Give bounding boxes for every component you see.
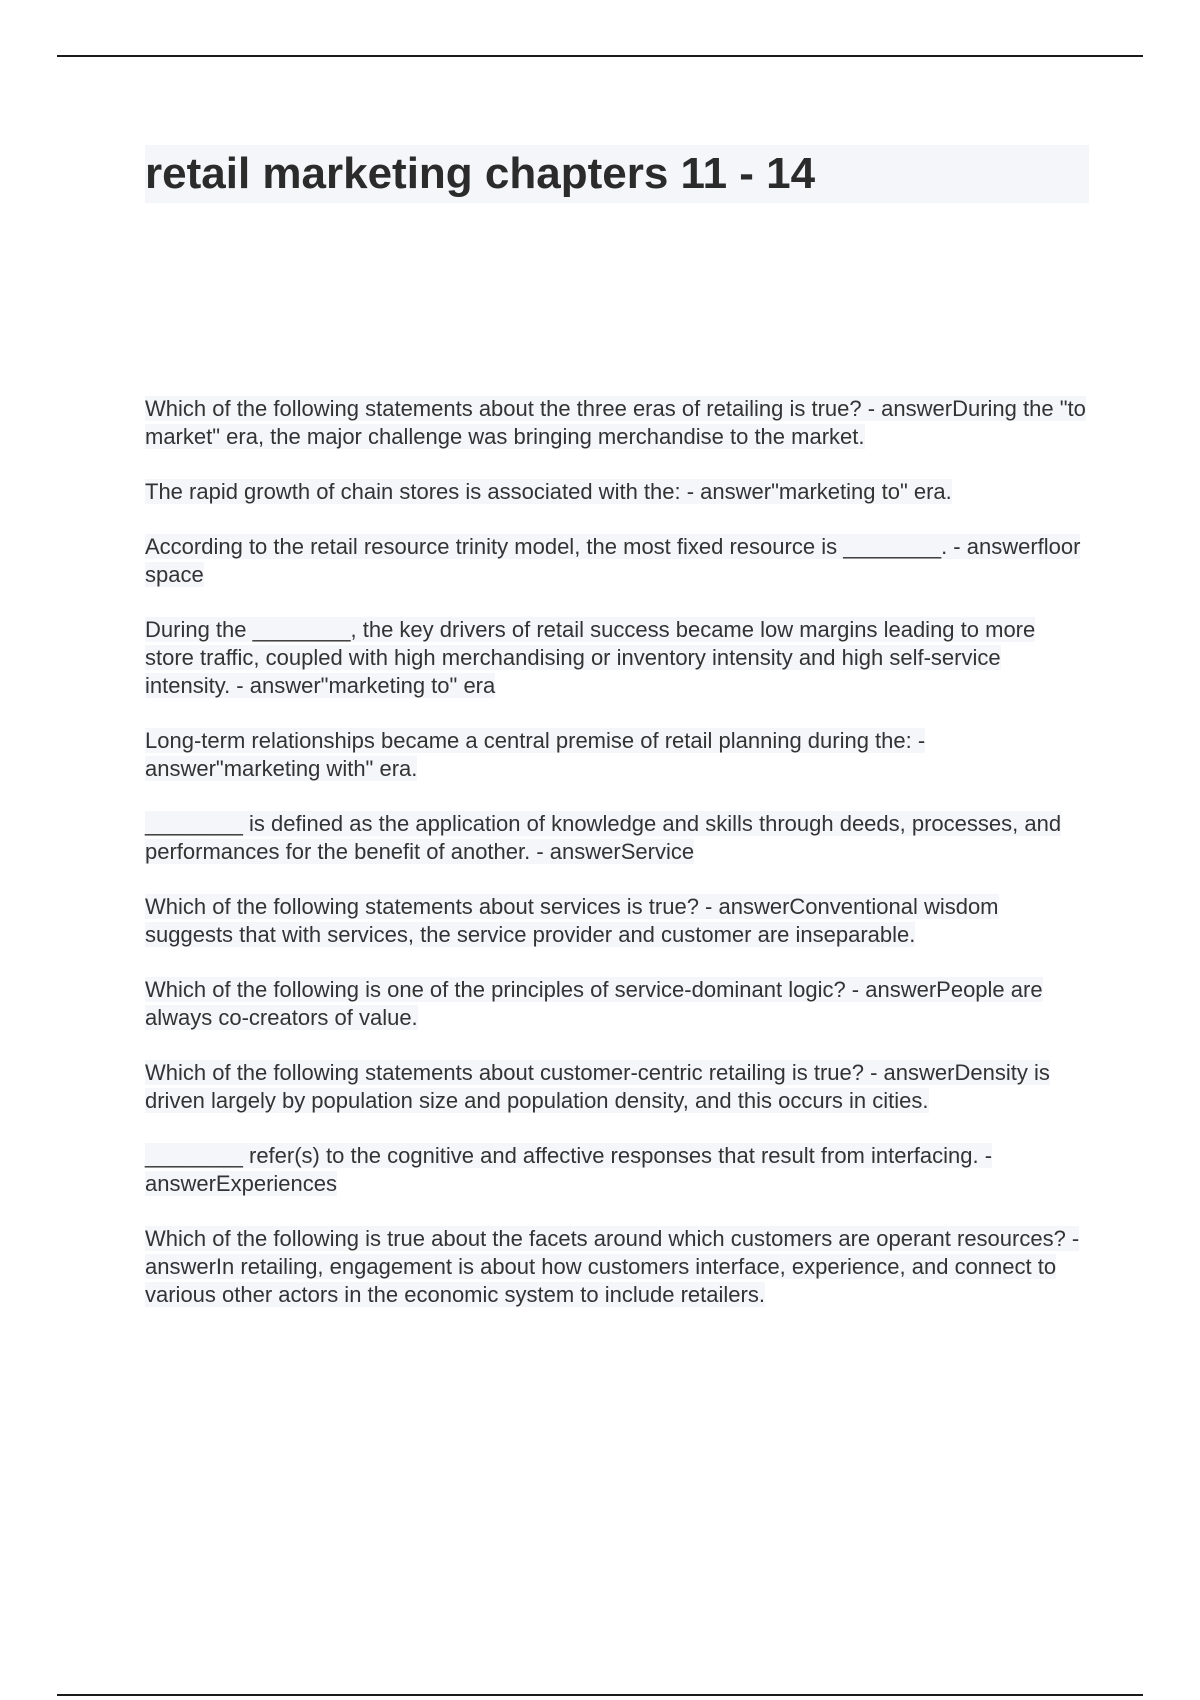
- qa-entry-8: [145, 976, 1090, 1032]
- qa-entry-6: [145, 810, 1090, 866]
- qa-entry-text: During the ________, the key drivers of retail success became low margins leading to more store traffic, coupled with high merchandising or inventory intensity and high self-service intensity. - answer"marketing to" era: [145, 617, 1036, 698]
- qa-entry-text: Which of the following is true about the facets around which customers are operant resources? - answerIn retailing, engagement is about how customers interface, experience, and connect to various other actors in the economic system to include retailers.: [145, 1226, 1080, 1307]
- qa-entry-text: ________ is defined as the application of knowledge and skills through deeds, processes, and performances for the benefit of another. - answerService: [145, 811, 1062, 864]
- qa-entry-text: Which of the following statements about the three eras of retailing is true? - answerDuring the "to market" era, the major challenge was bringing merchandise to the market.: [145, 396, 1086, 449]
- qa-entry-text: Which of the following statements about customer-centric retailing is true? - answerDensity is driven largely by population size and population density, and this occurs in cities.: [145, 1060, 1050, 1113]
- qa-entry-10: [145, 1142, 1090, 1198]
- qa-entry-2: [145, 478, 1090, 506]
- top-divider: [57, 55, 1143, 57]
- page-title: retail marketing chapters 11 - 14: [145, 149, 816, 198]
- qa-entry-9: [145, 1059, 1090, 1115]
- qa-entry-text: Which of the following statements about services is true? - answerConventional wisdom suggests that with services, the service provider and customer are inseparable.: [145, 894, 999, 947]
- bottom-divider: [57, 1694, 1143, 1696]
- qa-entry-text: According to the retail resource trinity model, the most fixed resource is ________. - answerfloor space: [145, 534, 1081, 587]
- qa-entry-1: [145, 395, 1090, 451]
- qa-entry-7: [145, 893, 1090, 949]
- qa-entry-text: ________ refer(s) to the cognitive and affective responses that result from interfacing. - answerExperiences: [145, 1143, 993, 1196]
- qa-entry-4: [145, 616, 1090, 700]
- qa-entry-3: [145, 533, 1090, 589]
- qa-entry-11: [145, 1225, 1090, 1309]
- qa-list: [145, 395, 1090, 1336]
- qa-entry-text: Long-term relationships became a central premise of retail planning during the: - answer"marketing with" era.: [145, 728, 926, 781]
- qa-entry-text: The rapid growth of chain stores is associated with the: - answer"marketing to" era.: [145, 479, 952, 504]
- qa-entry-text: Which of the following is one of the principles of service-dominant logic? - answerPeople are always co-creators of value.: [145, 977, 1043, 1030]
- qa-entry-5: [145, 727, 1090, 783]
